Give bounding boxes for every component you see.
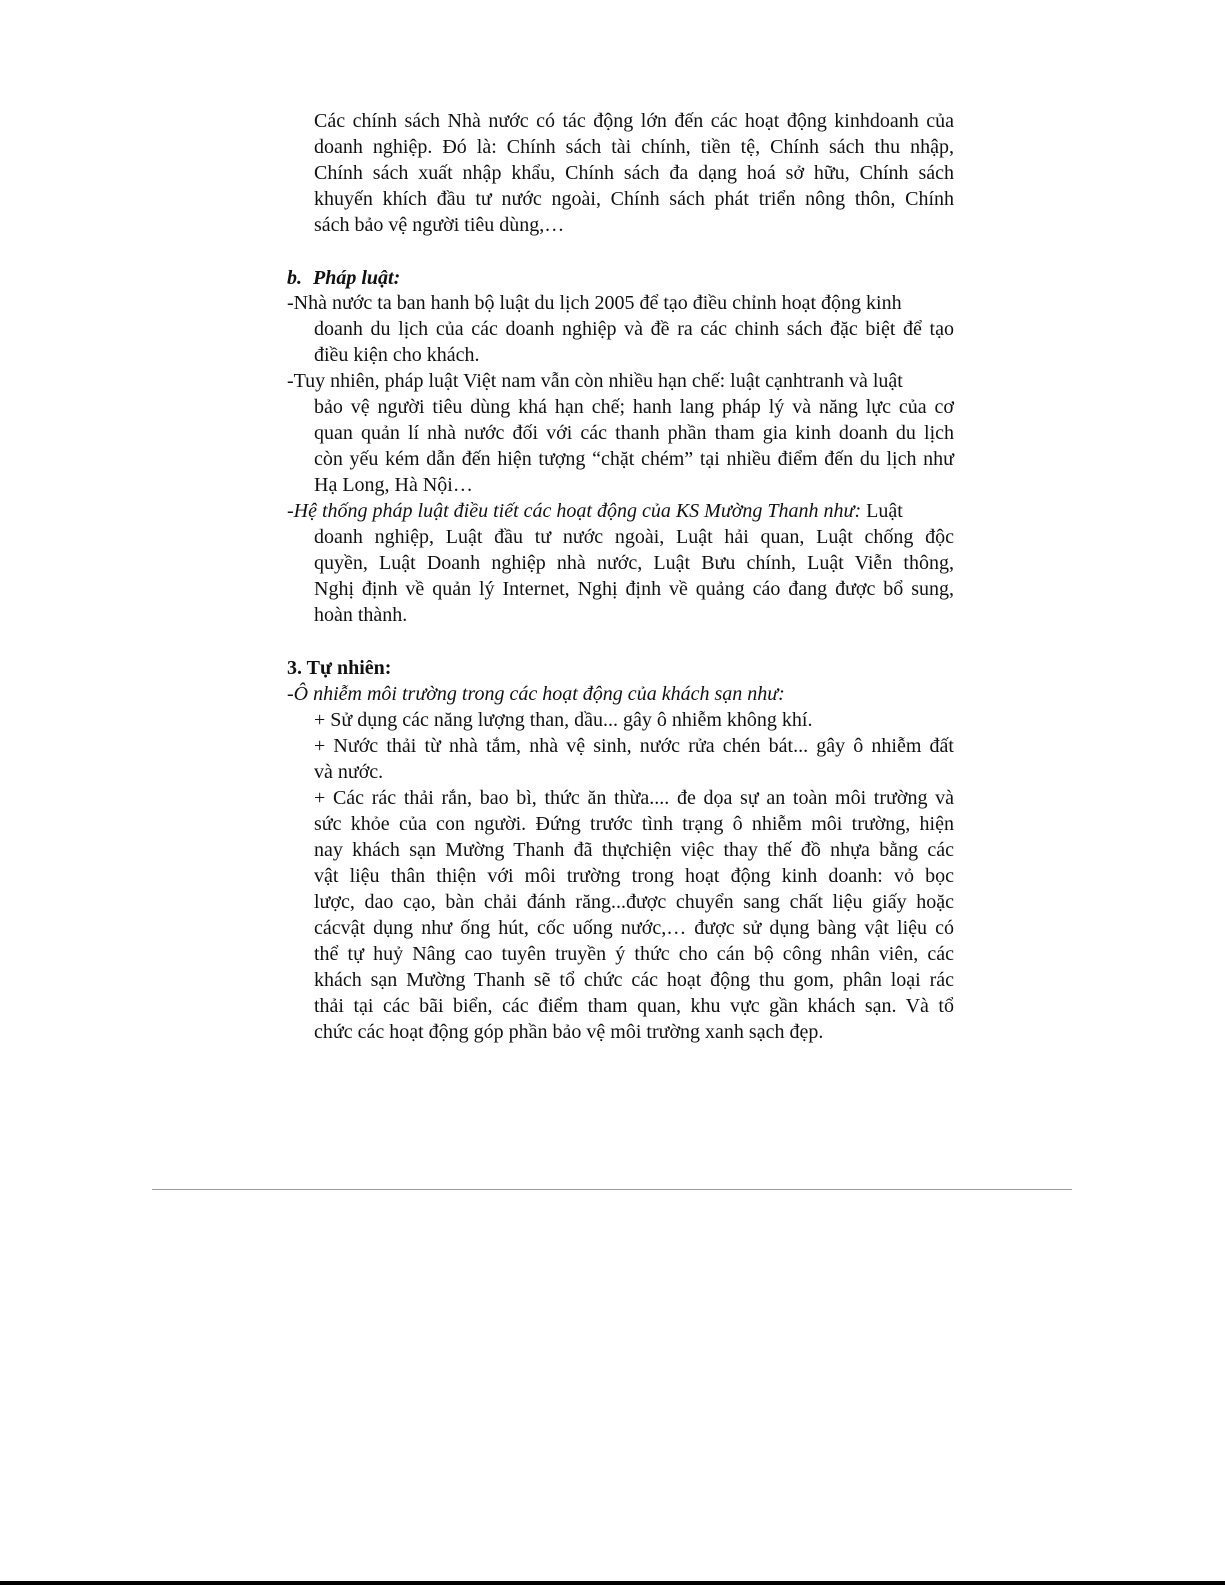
section-3-heading: 3. Tự nhiên: bbox=[287, 657, 392, 679]
text-line: nay khách sạn Mường Thanh đã thựchiện việc thay thế đồ nhựa bằng các bbox=[314, 839, 954, 861]
section-b-number: b. bbox=[287, 267, 302, 289]
text-line: còn yếu kém dẫn đến hiện tượng “chặt chém” tại nhiều điểm đến du lịch như bbox=[314, 448, 954, 470]
text-line: quan quản lí nhà nước đối với các thanh phần tham gia kinh doanh du lịch bbox=[314, 422, 954, 444]
page-bottom-edge bbox=[0, 1581, 1225, 1585]
text-line: khách sạn Mường Thanh sẽ tổ chức các hoạt động thu gom, phân loại rác bbox=[314, 969, 954, 991]
section-b-title: Pháp luật: bbox=[313, 267, 401, 289]
text-line: Hạ Long, Hà Nội… bbox=[314, 474, 473, 496]
footer-divider bbox=[152, 1189, 1072, 1190]
text-line: thể tự huỷ Nâng cao tuyên truyền ý thức cho cán bộ công nhân viên, các bbox=[314, 943, 954, 965]
text-line: lược, dao cạo, bàn chải đánh răng...được chuyển sang chất liệu giấy hoặc bbox=[314, 891, 954, 913]
list-item: + Nước thải từ nhà tắm, nhà vệ sinh, nước rửa chén bát... gây ô nhiễm đất bbox=[314, 735, 954, 757]
italic-lead: Hệ thống pháp luật điều tiết các hoạt động của KS Mường Thanh như: bbox=[293, 500, 862, 522]
text-line: điều kiện cho khách. bbox=[314, 344, 480, 366]
text-line: vật liệu thân thiện với môi trường trong hoạt động kinh doanh: vỏ bọc bbox=[314, 865, 954, 887]
text-rest: Luật bbox=[861, 500, 903, 522]
text-line: doanh nghiệp, Luật đầu tư nước ngoài, Luật hải quan, Luật chống độc bbox=[314, 526, 954, 548]
text-line bbox=[287, 498, 903, 524]
text-line: cácvật dụng như ống hút, cốc uống nước,… được sử dụng bàng vật liệu có bbox=[314, 917, 954, 939]
dash-prefix: - bbox=[287, 500, 294, 522]
text-line: -Nhà nước ta ban hanh bộ luật du lịch 2005 để tạo điều chỉnh hoạt động kinh bbox=[287, 292, 902, 314]
text-line: và nước. bbox=[314, 761, 384, 783]
text-line: Nghị định về quản lý Internet, Nghị định về quảng cáo đang được bổ sung, bbox=[314, 578, 954, 600]
text-line: sách bảo vệ người tiêu dùng,… bbox=[314, 214, 565, 236]
text-line: quyền, Luật Doanh nghiệp nhà nước, Luật Bưu chính, Luật Viễn thông, bbox=[314, 552, 954, 574]
text-line: hoàn thành. bbox=[314, 604, 408, 626]
text-line: bảo vệ người tiêu dùng khá hạn chế; hanh lang pháp lý và năng lực của cơ bbox=[314, 396, 954, 418]
text-line: -Tuy nhiên, pháp luật Việt nam vẫn còn nhiều hạn chế: luật cạnhtranh và luật bbox=[287, 370, 903, 392]
section-b-heading bbox=[287, 265, 400, 291]
text-line: Các chính sách Nhà nước có tác động lớn đến các hoạt động kinhdoanh của bbox=[314, 110, 954, 132]
text-line: khuyến khích đầu tư nước ngoài, Chính sách phát triển nông thôn, Chính bbox=[314, 188, 954, 210]
text-line: Chính sách xuất nhập khẩu, Chính sách đa dạng hoá sở hữu, Chính sách bbox=[314, 162, 954, 184]
text-line: thải tại các bãi biển, các điểm tham quan, khu vực gần khách sạn. Và tổ bbox=[314, 995, 954, 1017]
text-line: chức các hoạt động góp phần bảo vệ môi trường xanh sạch đẹp. bbox=[314, 1021, 824, 1043]
nature-intro: -Ô nhiễm môi trường trong các hoạt động của khách sạn như: bbox=[287, 683, 785, 705]
list-item: + Sử dụng các năng lượng than, dầu... gây ô nhiễm không khí. bbox=[314, 709, 813, 731]
text-line: doanh nghiệp. Đó là: Chính sách tài chính, tiền tệ, Chính sách thu nhập, bbox=[314, 136, 954, 158]
text-line: doanh du lịch của các doanh nghiệp và đề ra các chinh sách đặc biệt để tạo bbox=[314, 318, 954, 340]
text-line: sức khỏe của con người. Đứng trước tình trạng ô nhiễm môi trường, hiện bbox=[314, 813, 954, 835]
list-item: + Các rác thải rắn, bao bì, thức ăn thừa.... đe dọa sự an toàn môi trường và bbox=[314, 787, 954, 809]
